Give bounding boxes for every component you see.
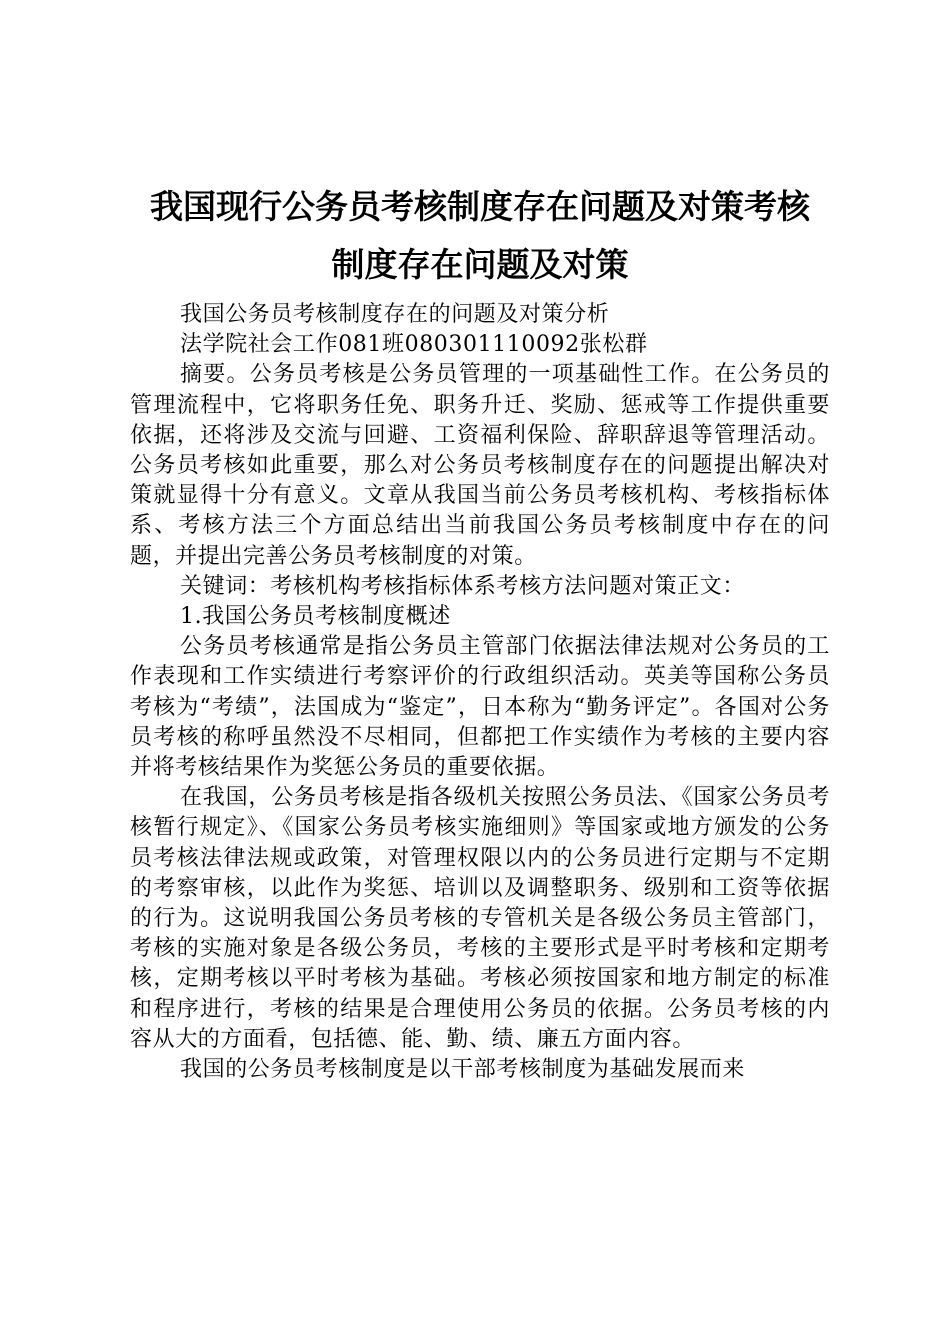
document-title	[130, 178, 830, 294]
body-paragraph: 在我国，公务员考核是指各级机关按照公务员法、《国家公务员考核暂行规定》、《国家公务员考核实施细则》等国家或地方颁发的公务员考核法律法规或政策，对管理权限以内的公务员进行定期与不定期的考察审核，以此作为奖惩、培训以及调整职务、级别和工资等依据的行为。这说明我国公务员考核的专管机关是各级公务员主管部门，考核的实施对象是各级公务员，考核的主要形式是平时考核和定期考核，定期考核以平时考核为基础。考核必须按国家和地方制定的标准和程序进行，考核的结果是合理使用公务员的依据。公务员考核的内容从大的方面看，包括德、能、勤、绩、廉五方面内容。	[130, 785, 830, 1052]
title-line-2: 制度存在问题及对策	[331, 245, 629, 284]
section-heading: 1.我国公务员考核制度概述	[180, 604, 451, 630]
abstract-paragraph: 摘要。公务员考核是公务员管理的一项基础性工作。在公务员的管理流程中，它将职务任免、职务升迁、奖励、惩戒等工作提供重要依据，还将涉及交流与回避、工资福利保险、辞职辞退等管理活动。公务员考核如此重要，那么对公务员考核制度存在的问题提出解决对策就显得十分有意义。文章从我国当前公务员考核机构、考核指标体系、考核方法三个方面总结出当前我国公务员考核制度中存在的问题，并提出完善公务员考核制度的对策。	[130, 362, 830, 569]
document-page	[130, 178, 830, 1085]
author-line: 法学院社会工作081班080301110092张松群	[180, 332, 648, 358]
keywords-paragraph: 关键词：考核机构考核指标体系考核方法问题对策正文：	[180, 573, 746, 599]
title-line-1: 我国现行公务员考核制度存在问题及对策考核	[150, 187, 810, 226]
subtitle-paragraph: 我国公务员考核制度存在的问题及对策分析	[180, 302, 610, 327]
body-paragraph: 我国的公务员考核制度是以干部考核制度为基础发展而来	[180, 1057, 746, 1083]
body-paragraph: 公务员考核通常是指公务员主管部门依据法律法规对公务员的工作表现和工作实绩进行考察评价的行政组织活动。英美等国称公务员考核为“考绩”，法国成为“鉴定”，日本称为“勤务评定”。各国对公务员考核的称呼虽然没不尽相同，但都把工作实绩作为考核的主要内容并将考核结果作为奖惩公务员的重要依据。	[130, 634, 830, 781]
